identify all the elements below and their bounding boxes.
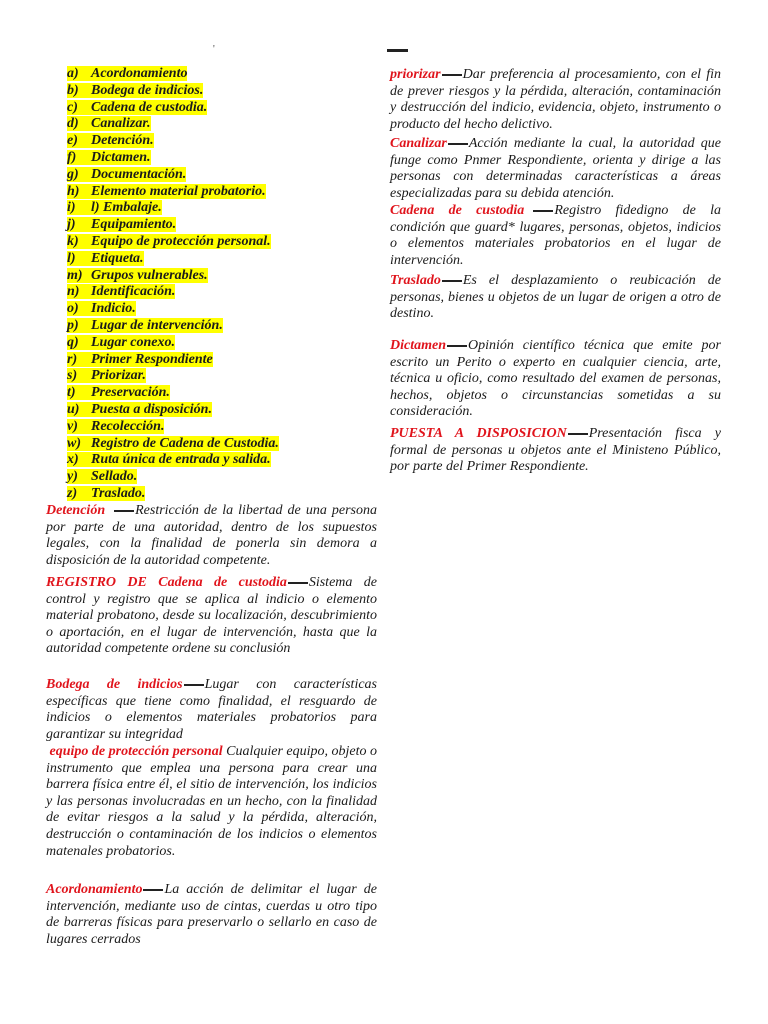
list-item <box>67 284 367 301</box>
list-item <box>67 402 367 419</box>
list-label: Recolección. <box>91 418 165 434</box>
list-marker: o) <box>67 301 79 317</box>
blank-line <box>442 74 462 76</box>
list-item <box>67 368 367 385</box>
list-item <box>67 66 367 83</box>
blank-line <box>114 510 134 512</box>
list-label: Etiqueta. <box>91 250 144 266</box>
list-marker: b) <box>67 82 79 98</box>
definition-text: Sistema de control y registro que se aplica al indicio o elemento material probatono, desde su localización, descubrimiento o aportación, en el lugar de intervención, hasta que la autoridad competente ordene su conclusión <box>46 575 378 657</box>
list-label: Cadena de custodia. <box>91 99 208 115</box>
definition-priorizar <box>390 67 721 133</box>
definition-bodega <box>46 677 377 743</box>
definition-text: Presentación fisca y formal de personas u objetos ante el Ministeno Público, por parte del Primer Respondiente. <box>390 426 721 475</box>
definition-text: Registro fidedigno de la condición que guard* lugares, personas, objetos, indicios o elementos materiales probatorios en el lugar de intervención. <box>390 203 721 268</box>
definition-detencion <box>46 503 377 569</box>
list-item <box>67 385 367 402</box>
list-item <box>67 318 367 335</box>
blank-line <box>447 345 467 347</box>
definition-term: priorizar <box>390 67 441 82</box>
definition-equipo-proteccion <box>46 744 377 860</box>
list-label: Priorizar. <box>91 368 146 384</box>
list-marker: v) <box>67 418 78 434</box>
list-marker: y) <box>67 469 78 485</box>
definition-traslado <box>390 273 721 323</box>
definition-text: Dar preferencia al procesamiento, con el fin de prever riesgos y la pérdida, alteración, contaminación y destrucción del indicio, evidencia, objeto, instrumento o producto del hecho delictivo. <box>390 67 721 132</box>
list-label: Sellado. <box>91 469 138 485</box>
list-label: Grupos vulnerables. <box>91 267 208 283</box>
list-label: Acordonamiento <box>91 66 188 81</box>
list-marker: s) <box>67 368 78 384</box>
list-label: l) Embalaje. <box>91 200 162 216</box>
list-marker: l) <box>67 250 76 266</box>
definition-term: Detención <box>46 503 106 518</box>
definition-term: Acordonamiento <box>46 882 143 897</box>
list-marker: a) <box>67 66 79 81</box>
definition-term: equipo de protección personal <box>49 744 223 759</box>
blank-line <box>288 582 308 584</box>
list-marker: t) <box>67 385 76 401</box>
glossary-list <box>67 66 367 503</box>
blank-line <box>143 889 163 891</box>
list-item <box>67 452 367 469</box>
list-label: Documentación. <box>91 166 187 182</box>
list-marker: g) <box>67 166 79 182</box>
blank-line <box>568 433 588 435</box>
list-marker: n) <box>67 284 80 300</box>
list-label: Detención. <box>91 133 154 149</box>
top-dash-mark <box>387 49 408 52</box>
list-item <box>67 133 367 150</box>
list-label: Equipo de protección personal. <box>91 233 271 249</box>
list-item <box>67 352 367 369</box>
definition-term: Traslado <box>390 273 441 288</box>
list-label: Canalizar. <box>91 116 151 132</box>
list-item <box>67 116 367 133</box>
list-marker: d) <box>67 116 79 132</box>
definition-cadena-custodia <box>390 203 721 269</box>
list-marker: h) <box>67 183 80 199</box>
list-label: Elemento material probatorio. <box>91 183 266 199</box>
list-item <box>67 268 367 285</box>
definition-term: Dictamen <box>390 338 446 353</box>
definition-registro-cadena <box>46 575 377 658</box>
list-label: Lugar de intervención. <box>91 317 223 333</box>
list-marker: w) <box>67 435 81 451</box>
list-label: Identificación. <box>91 284 176 300</box>
list-marker: m) <box>67 267 83 283</box>
list-marker: e) <box>67 133 78 149</box>
list-item <box>67 436 367 453</box>
definition-text: La acción de delimitar el lugar de intervención, mediante uso de cintas, cuerdas u otro tipo de barreras físicas para preservarlo o sellarlo en caso de lugares cerrados <box>46 882 377 947</box>
definition-acordonamiento <box>46 882 377 948</box>
list-marker: q) <box>67 334 79 350</box>
blank-line <box>533 210 553 212</box>
list-item <box>67 234 367 251</box>
definition-text: Lugar con características específicas que tiene como finalidad, el resguardo de indicios o elementos materiales probatorios para garantizar su integridad <box>46 677 377 742</box>
list-label: Ruta única de entrada y salida. <box>91 452 271 468</box>
list-label: Puesta a disposición. <box>91 401 212 417</box>
list-marker: r) <box>67 351 78 367</box>
list-marker: k) <box>67 233 79 249</box>
list-item <box>67 217 367 234</box>
list-label: Primer Respondiente <box>91 351 213 367</box>
list-label: Traslado. <box>91 485 146 501</box>
definition-puesta-disposicion <box>390 426 721 476</box>
list-marker: i) <box>67 200 76 216</box>
list-item <box>67 335 367 352</box>
blank-line <box>448 143 468 145</box>
definition-term: REGISTRO DE Cadena de custodia <box>46 575 287 590</box>
list-marker: j) <box>67 217 76 233</box>
list-item <box>67 251 367 268</box>
definition-text: Restricción de la libertad de una persona por parte de una autoridad, dentro de los supuestos legales, con la finalidad de ponerla sin demora a disposición de la autoridad competente. <box>46 503 377 568</box>
list-marker: x) <box>67 452 79 468</box>
list-marker: u) <box>67 401 80 417</box>
list-item <box>67 184 367 201</box>
list-label: Equipamiento. <box>91 217 177 233</box>
list-label: Dictamen. <box>91 149 151 165</box>
list-item <box>67 100 367 117</box>
list-item <box>67 83 367 100</box>
list-label: Bodega de indicios. <box>91 82 204 98</box>
definition-term: Bodega de indicios <box>46 677 183 692</box>
definition-text: Acción mediante la cual, la autoridad que funge como Pnmer Respondiente, orienta y dirige a las personas con determinadas características a áreas especializadas para su debida atención. <box>390 136 721 201</box>
definition-text: Cualquier equipo, objeto o instrumento que emplea una persona para crear una barrera física entre él, el sitio de intervención, los indicios y las personas involucradas en un hecho, con la finalidad de evitar riesgos a la salud y la pérdida, alteración, destrucción o contaminación de los indicios o elementos matenales probatorios. <box>46 744 378 859</box>
list-item <box>67 486 367 503</box>
list-label: Preservación. <box>91 385 170 401</box>
list-item <box>67 167 367 184</box>
list-label: Lugar conexo. <box>91 334 175 350</box>
definition-text: Opinión científico técnica que emite por escrito un Perito o experto en cualquier ciencia, arte, técnica u oficio, como resultado del examen de personas, hechos, objetos o circunstancias sometidas a su consideración. <box>390 338 721 420</box>
list-item <box>67 301 367 318</box>
definition-term: Canalizar <box>390 136 447 151</box>
list-marker: f) <box>67 149 77 165</box>
list-label: Registro de Cadena de Custodia. <box>91 435 279 451</box>
definition-term: Cadena de custodia <box>390 203 525 218</box>
list-marker: p) <box>67 317 79 333</box>
definition-text: Es el desplazamiento o reubicación de personas, bienes u objetos de un lugar de origen a otro de destino. <box>390 273 721 322</box>
list-item <box>67 469 367 486</box>
blank-line <box>184 684 204 686</box>
stray-mark: ' <box>213 44 215 55</box>
list-item <box>67 419 367 436</box>
definition-term: PUESTA A DISPOSICION <box>390 426 567 441</box>
definition-canalizar <box>390 136 721 202</box>
list-item <box>67 150 367 167</box>
blank-line <box>442 280 462 282</box>
list-marker: z) <box>67 485 78 501</box>
list-label: Indicio. <box>91 301 136 317</box>
definition-dictamen <box>390 338 721 421</box>
list-item <box>67 200 367 217</box>
list-marker: c) <box>67 99 78 115</box>
